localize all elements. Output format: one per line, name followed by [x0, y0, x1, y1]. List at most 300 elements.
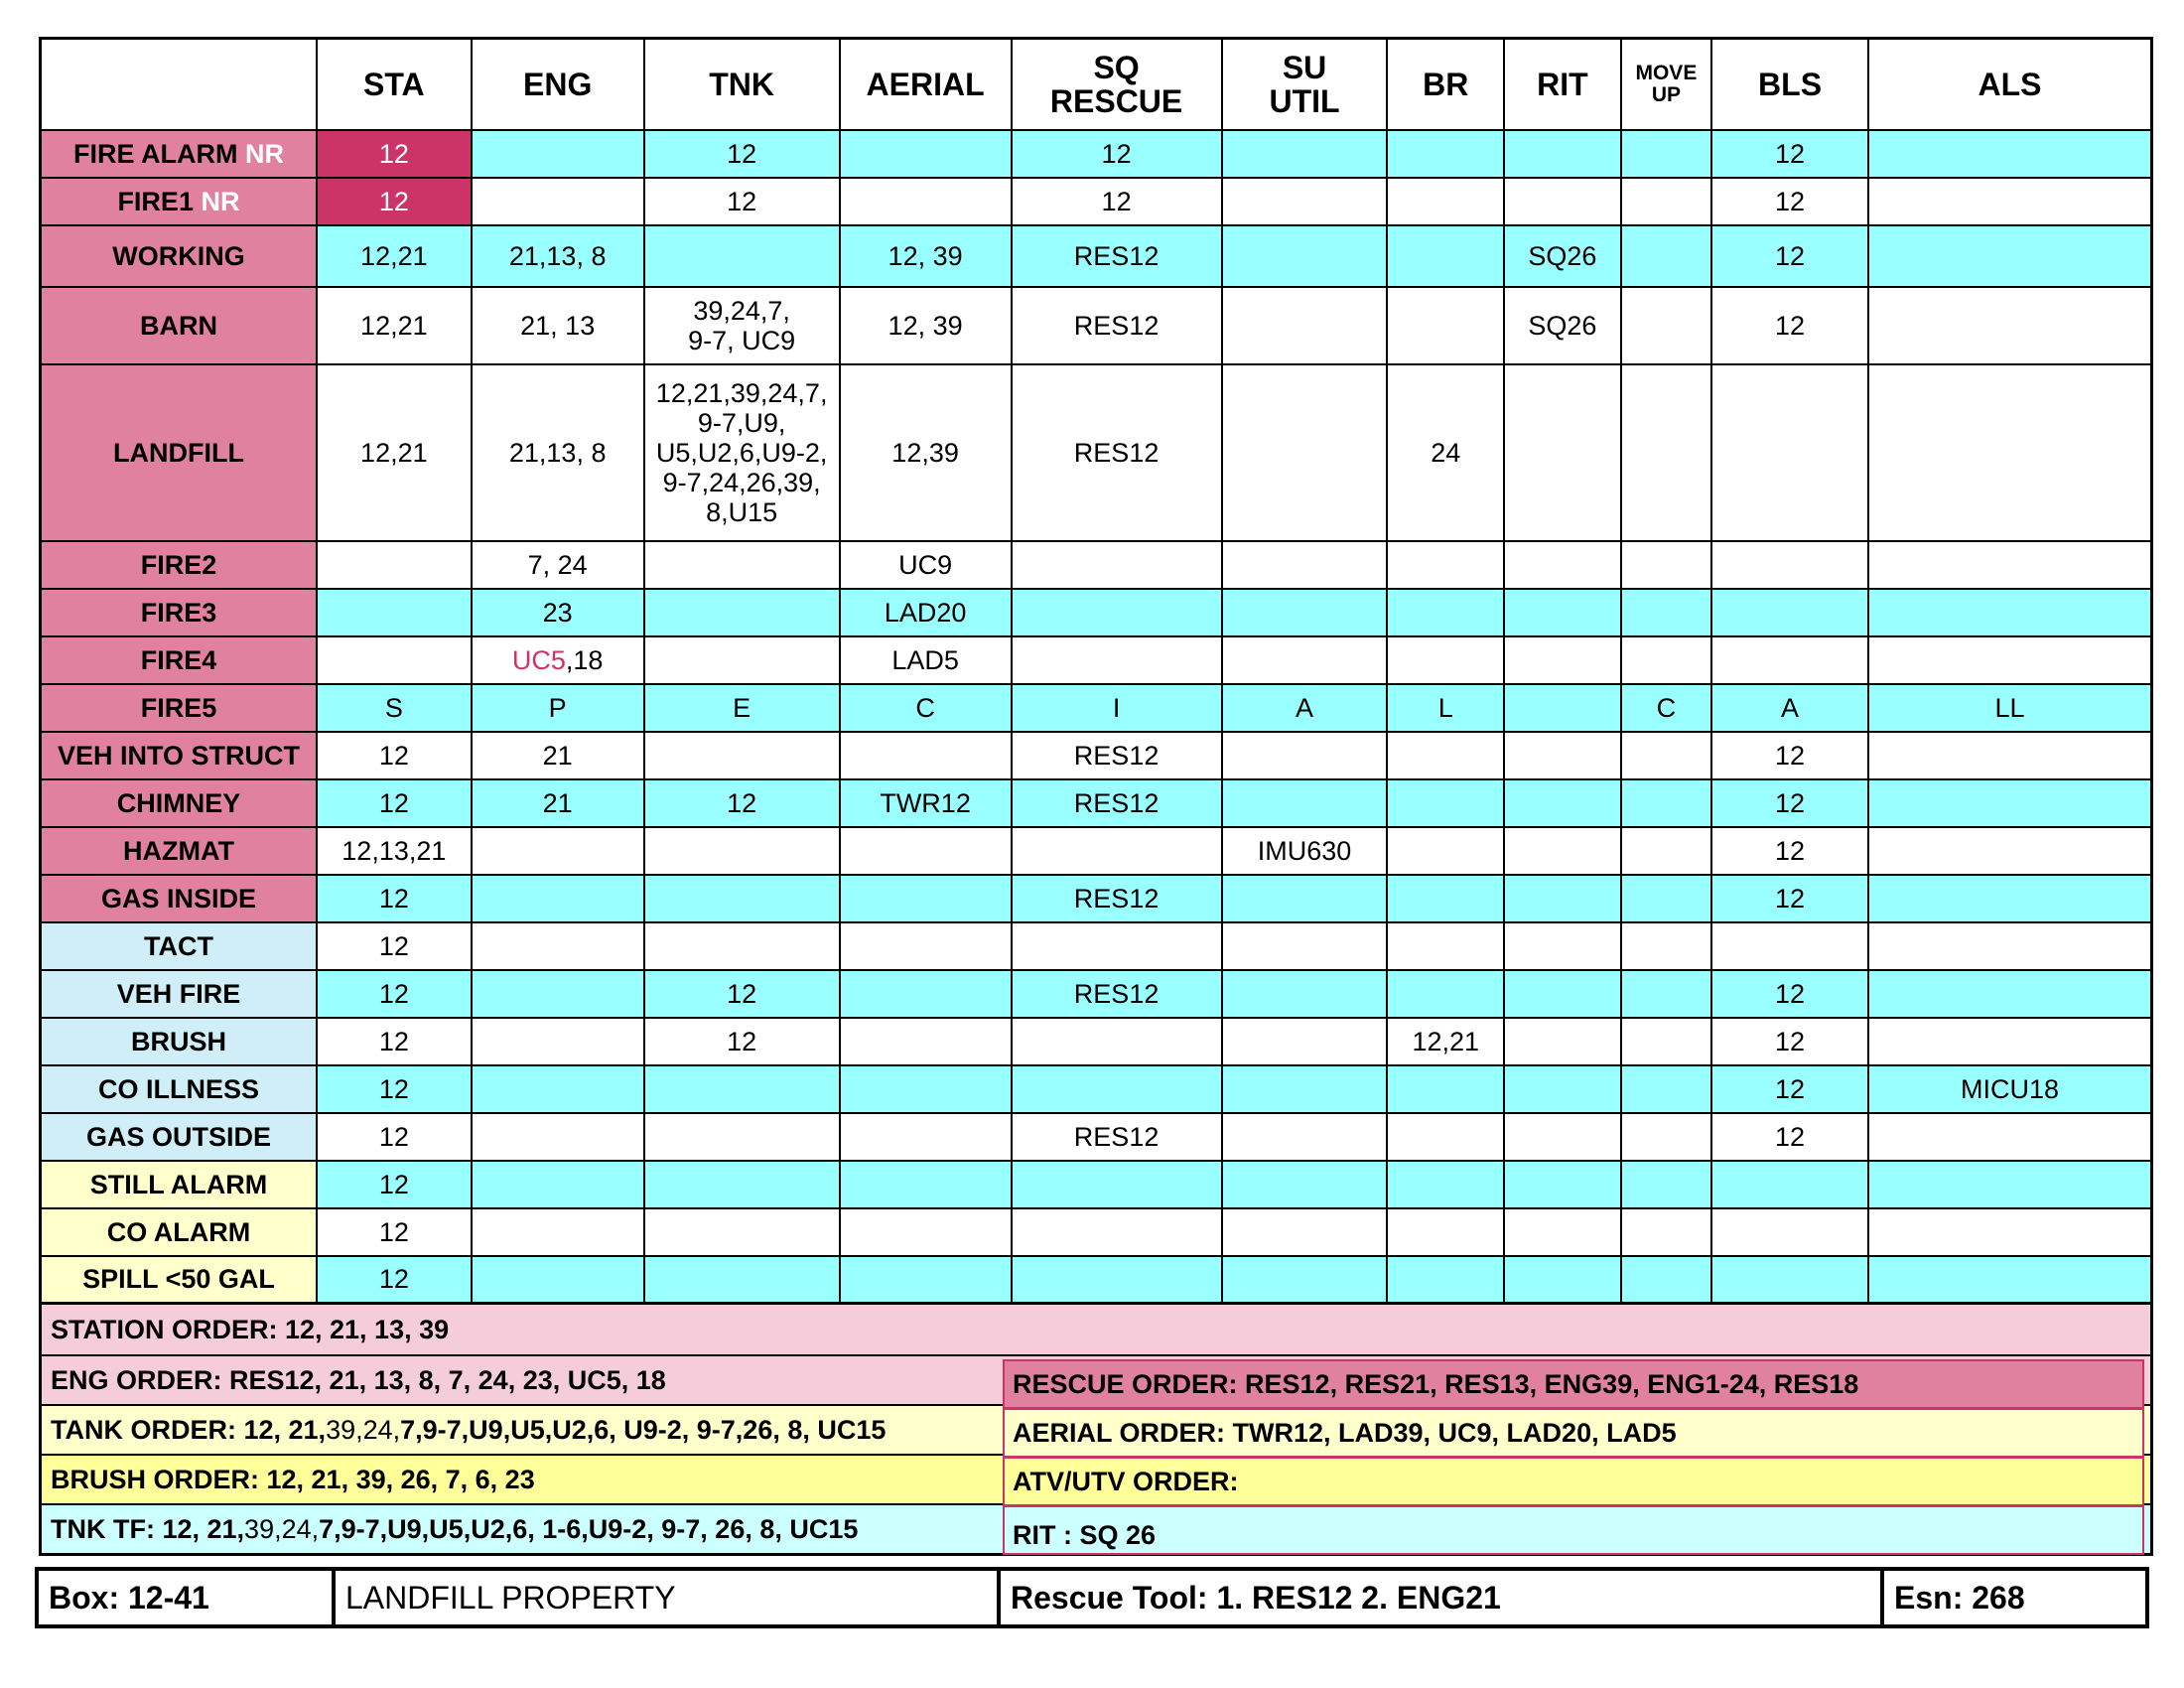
- table-cell: [840, 827, 1012, 875]
- row-label-text: TACT: [143, 930, 213, 961]
- table-row: [41, 1256, 2152, 1304]
- table-cell: 21,13, 8: [472, 225, 644, 287]
- table-cell: [472, 875, 644, 922]
- rit-order: RIT : SQ 26: [1003, 1505, 2144, 1555]
- table-cell: UC9: [840, 541, 1012, 589]
- table-cell: [472, 178, 644, 225]
- table-cell: 12: [1711, 1018, 1868, 1065]
- table-cell: A: [1222, 684, 1388, 732]
- table-cell: L: [1387, 684, 1504, 732]
- table-cell: 12: [1711, 287, 1868, 364]
- row-label: [41, 541, 317, 589]
- table-cell: LL: [1868, 684, 2152, 732]
- table-cell: [644, 1161, 840, 1208]
- table-cell: [1504, 178, 1621, 225]
- table-cell: [472, 1161, 644, 1208]
- table-cell: [1387, 287, 1504, 364]
- table-cell: 12: [1711, 1113, 1868, 1161]
- table-cell: [1868, 589, 2152, 636]
- row-label-text: VEH INTO STRUCT: [57, 740, 300, 771]
- table-cell: [1621, 827, 1711, 875]
- table-cell: 12,21: [317, 287, 472, 364]
- table-cell: A: [1711, 684, 1868, 732]
- table-cell: 21,13, 8: [472, 364, 644, 541]
- no-response-tag: NR: [201, 186, 240, 216]
- footer-bar: [35, 1567, 2149, 1628]
- table-cell: [1868, 364, 2152, 541]
- table-cell: 12: [1012, 178, 1222, 225]
- column-header: MOVE UP: [1621, 39, 1711, 130]
- row-label: [41, 178, 317, 225]
- table-row: [41, 1018, 2152, 1065]
- row-label: [41, 287, 317, 364]
- table-cell: [1504, 922, 1621, 970]
- row-label-text: BRUSH: [130, 1026, 226, 1056]
- table-cell: C: [840, 684, 1012, 732]
- table-cell: [1012, 1018, 1222, 1065]
- table-cell: [1621, 970, 1711, 1018]
- table-row: [41, 732, 2152, 779]
- table-cell: [1387, 875, 1504, 922]
- table-cell: [1387, 1065, 1504, 1113]
- table-cell: E: [644, 684, 840, 732]
- table-cell: [840, 1256, 1012, 1304]
- table-cell: 21: [472, 732, 644, 779]
- table-cell: IMU630: [1222, 827, 1388, 875]
- table-cell: 12: [317, 1256, 472, 1304]
- table-cell: [1621, 1113, 1711, 1161]
- table-cell: 12: [317, 970, 472, 1018]
- row-label: [41, 922, 317, 970]
- table-row: [41, 364, 2152, 541]
- table-cell: [1504, 636, 1621, 684]
- row-label: [41, 1065, 317, 1113]
- table-cell: [1012, 541, 1222, 589]
- table-row: [41, 1161, 2152, 1208]
- table-cell: [1222, 970, 1388, 1018]
- table-cell: [1621, 732, 1711, 779]
- table-cell: [1711, 1256, 1868, 1304]
- table-cell: 12: [1711, 1065, 1868, 1113]
- table-cell: [1621, 779, 1711, 827]
- table-cell: [1621, 364, 1711, 541]
- table-cell: 12: [644, 779, 840, 827]
- table-cell: 12, 39: [840, 287, 1012, 364]
- row-label-text: FIRE2: [140, 549, 217, 580]
- column-header: SU UTIL: [1222, 39, 1388, 130]
- column-header: ENG: [472, 39, 644, 130]
- table-cell: [317, 589, 472, 636]
- rescue-order: RESCUE ORDER: RES12, RES21, RES13, ENG39, ENG1-24, RES18: [1003, 1359, 2144, 1409]
- table-cell: 12: [317, 178, 472, 225]
- eng-order: ENG ORDER: RES12, 21, 13, 8, 7, 24, 23, UC5, 18: [42, 1354, 2150, 1404]
- table-cell: [1868, 1018, 2152, 1065]
- table-cell: [1504, 1113, 1621, 1161]
- table-cell: [1222, 178, 1388, 225]
- table-cell: 12: [317, 1208, 472, 1256]
- row-label-text: HAZMAT: [122, 835, 234, 866]
- table-cell: [472, 1018, 644, 1065]
- table-cell: 7, 24: [472, 541, 644, 589]
- table-cell: MICU18: [1868, 1065, 2152, 1113]
- table-cell: [1711, 922, 1868, 970]
- row-label-text: SPILL <50 GAL: [82, 1264, 275, 1295]
- row-label: [41, 225, 317, 287]
- table-cell: [1504, 1065, 1621, 1113]
- table-cell: 12: [1711, 875, 1868, 922]
- table-cell: [1222, 1018, 1388, 1065]
- table-cell: [317, 636, 472, 684]
- table-cell: [1012, 1161, 1222, 1208]
- table-cell: [1012, 827, 1222, 875]
- table-cell: [1387, 732, 1504, 779]
- station-order: STATION ORDER: 12, 21, 13, 39: [42, 1305, 2150, 1354]
- table-cell: [1012, 589, 1222, 636]
- table-cell: RES12: [1012, 225, 1222, 287]
- table-cell: [1621, 287, 1711, 364]
- table-cell: [1868, 1256, 2152, 1304]
- table-cell: [1222, 875, 1388, 922]
- column-header: STA: [317, 39, 472, 130]
- table-cell: [1711, 1208, 1868, 1256]
- table-cell: [1387, 178, 1504, 225]
- table-cell: [1012, 922, 1222, 970]
- table-cell: [644, 1113, 840, 1161]
- table-cell: [1504, 1208, 1621, 1256]
- row-label: [41, 364, 317, 541]
- table-cell: [1387, 225, 1504, 287]
- row-label-text: GAS INSIDE: [100, 883, 256, 914]
- row-label-text: FIRE1: [117, 186, 194, 216]
- row-label: [41, 970, 317, 1018]
- table-cell: [644, 1065, 840, 1113]
- table-row: [41, 827, 2152, 875]
- table-cell: [1012, 1256, 1222, 1304]
- table-cell: 12: [317, 130, 472, 178]
- rescue-tool: Rescue Tool: 1. RES12 2. ENG21: [997, 1571, 1880, 1624]
- table-cell: [1012, 636, 1222, 684]
- row-label-text: STILL ALARM: [89, 1169, 268, 1199]
- row-label-text: CO ALARM: [106, 1216, 251, 1247]
- table-cell: 12,21,39,24,7, 9-7,U9, U5,U2,6,U9-2, 9-7,24,26,39, 8,U15: [644, 364, 840, 541]
- table-cell: [644, 1256, 840, 1304]
- row-label-text: VEH FIRE: [116, 978, 241, 1009]
- table-cell: 12: [317, 1018, 472, 1065]
- table-cell: [1711, 364, 1868, 541]
- table-cell: 12: [317, 1065, 472, 1113]
- table-cell: [1621, 1065, 1711, 1113]
- table-cell: [1621, 178, 1711, 225]
- response-grid: [39, 37, 2153, 1305]
- table-cell: [1222, 589, 1388, 636]
- table-cell: LAD5: [840, 636, 1012, 684]
- table-cell: [840, 178, 1012, 225]
- column-header: TNK: [644, 39, 840, 130]
- table-cell: S: [317, 684, 472, 732]
- table-cell: [472, 922, 644, 970]
- row-label: [41, 684, 317, 732]
- table-cell: [1222, 1208, 1388, 1256]
- table-row: [41, 636, 2152, 684]
- table-cell: [1621, 225, 1711, 287]
- table-cell: 12,21: [1387, 1018, 1504, 1065]
- table-cell: [1387, 1161, 1504, 1208]
- row-label: [41, 1018, 317, 1065]
- table-cell: 12: [1711, 779, 1868, 827]
- table-cell: [1868, 130, 2152, 178]
- row-label: [41, 1113, 317, 1161]
- table-cell: 39,24,7, 9-7, UC9: [644, 287, 840, 364]
- table-cell: 24: [1387, 364, 1504, 541]
- table-cell: [1222, 364, 1388, 541]
- corner-header: [41, 39, 317, 130]
- unit-text: ,18: [565, 644, 604, 675]
- table-cell: [1504, 364, 1621, 541]
- table-cell: [1621, 589, 1711, 636]
- table-cell: [1621, 1161, 1711, 1208]
- table-cell: [1621, 922, 1711, 970]
- table-row: [41, 970, 2152, 1018]
- table-row: [41, 1065, 2152, 1113]
- table-cell: [1504, 875, 1621, 922]
- table-cell: 12: [317, 922, 472, 970]
- table-cell: [1387, 589, 1504, 636]
- row-label: [41, 130, 317, 178]
- table-cell: RES12: [1012, 970, 1222, 1018]
- table-cell: RES12: [1012, 1113, 1222, 1161]
- table-cell: [472, 1065, 644, 1113]
- table-cell: 12,21: [317, 225, 472, 287]
- highlighted-unit: UC5: [511, 644, 566, 675]
- table-cell: [1387, 541, 1504, 589]
- column-header: AERIAL: [840, 39, 1012, 130]
- table-cell: [1504, 684, 1621, 732]
- table-cell: [1868, 732, 2152, 779]
- table-cell: [1504, 1018, 1621, 1065]
- table-cell: [1012, 1065, 1222, 1113]
- table-cell: [1222, 1161, 1388, 1208]
- table-cell: [1504, 732, 1621, 779]
- table-cell: [644, 541, 840, 589]
- table-cell: [1868, 636, 2152, 684]
- table-cell: [1621, 1208, 1711, 1256]
- table-cell: [1387, 779, 1504, 827]
- table-cell: 12: [317, 732, 472, 779]
- table-cell: [840, 970, 1012, 1018]
- table-cell: [1387, 922, 1504, 970]
- row-label-text: FIRE3: [140, 597, 217, 628]
- table-cell: 12: [317, 1161, 472, 1208]
- table-cell: [1621, 130, 1711, 178]
- table-cell: 12: [644, 130, 840, 178]
- atv-utv-order: ATV/UTV ORDER:: [1003, 1457, 2144, 1506]
- table-cell: [1868, 922, 2152, 970]
- table-cell: [1868, 178, 2152, 225]
- table-cell: [840, 1018, 1012, 1065]
- table-cell: [1387, 636, 1504, 684]
- row-label-text: BARN: [139, 310, 217, 341]
- table-row: [41, 287, 2152, 364]
- table-cell: 12: [644, 1018, 840, 1065]
- table-cell: RES12: [1012, 287, 1222, 364]
- table-cell: [1504, 589, 1621, 636]
- table-cell: 12: [644, 970, 840, 1018]
- table-cell: 12: [317, 779, 472, 827]
- table-cell: SQ26: [1504, 225, 1621, 287]
- esn-number: Esn: 268: [1880, 1571, 2145, 1624]
- property-name: LANDFILL PROPERTY: [332, 1571, 997, 1624]
- table-cell: 12: [1711, 130, 1868, 178]
- table-cell: [840, 1161, 1012, 1208]
- table-cell: [840, 130, 1012, 178]
- table-cell: [1504, 970, 1621, 1018]
- table-row: [41, 1208, 2152, 1256]
- table-cell: [1621, 636, 1711, 684]
- table-cell: [840, 732, 1012, 779]
- table-cell: [840, 922, 1012, 970]
- tnk-tf-order: TNK TF: 12, 21, 39,24, 7,9-7,U9,U5,U2,6, 1-6,U9-2, 9-7, 26, 8, UC15: [42, 1503, 2150, 1553]
- column-header: BLS: [1711, 39, 1868, 130]
- table-cell: [644, 922, 840, 970]
- table-cell: [1621, 541, 1711, 589]
- table-row: [41, 922, 2152, 970]
- table-cell: [1868, 541, 2152, 589]
- table-cell: [1711, 636, 1868, 684]
- table-cell: [644, 1208, 840, 1256]
- table-cell: [1222, 636, 1388, 684]
- row-label: [41, 1208, 317, 1256]
- table-cell: TWR12: [840, 779, 1012, 827]
- table-cell: [1868, 970, 2152, 1018]
- box-number: Box: 12-41: [49, 1579, 209, 1616]
- table-row: [41, 130, 2152, 178]
- dispatch-orders: [39, 1305, 2153, 1556]
- table-cell: LAD20: [840, 589, 1012, 636]
- row-label: [41, 827, 317, 875]
- table-cell: [644, 827, 840, 875]
- table-cell: [1222, 130, 1388, 178]
- table-cell: 12: [1711, 178, 1868, 225]
- table-cell: RES12: [1012, 732, 1222, 779]
- table-cell: 12,13,21: [317, 827, 472, 875]
- table-cell: SQ26: [1504, 287, 1621, 364]
- column-header: ALS: [1868, 39, 2152, 130]
- table-cell: [840, 1208, 1012, 1256]
- table-cell: RES12: [1012, 364, 1222, 541]
- table-cell: [1012, 1208, 1222, 1256]
- table-cell: 12, 39: [840, 225, 1012, 287]
- table-cell: 12: [1711, 225, 1868, 287]
- table-cell: [644, 875, 840, 922]
- table-cell: [1387, 1208, 1504, 1256]
- table-cell: [317, 541, 472, 589]
- table-row: [41, 225, 2152, 287]
- table-cell: [1387, 1256, 1504, 1304]
- table-cell: [1387, 827, 1504, 875]
- table-cell: [1621, 875, 1711, 922]
- table-cell: [1222, 541, 1388, 589]
- table-cell: [1621, 1018, 1711, 1065]
- table-cell: P: [472, 684, 644, 732]
- brush-order: BRUSH ORDER: 12, 21, 39, 26, 7, 6, 23: [42, 1454, 2150, 1503]
- table-cell: [840, 1065, 1012, 1113]
- table-row: [41, 875, 2152, 922]
- table-cell: 12: [1012, 130, 1222, 178]
- table-cell: [472, 636, 644, 684]
- aerial-order: AERIAL ORDER: TWR12, LAD39, UC9, LAD20, LAD5: [1003, 1408, 2144, 1458]
- table-cell: [1504, 827, 1621, 875]
- table-cell: [1504, 779, 1621, 827]
- table-cell: [1222, 779, 1388, 827]
- table-cell: 12: [317, 875, 472, 922]
- tank-order: TANK ORDER: 12, 21, 39,24, 7,9-7,U9,U5,U2,6, U9-2, 9-7,26, 8, UC15: [42, 1404, 2150, 1454]
- table-cell: [1387, 970, 1504, 1018]
- table-cell: 23: [472, 589, 644, 636]
- table-cell: [644, 225, 840, 287]
- table-cell: 12: [1711, 827, 1868, 875]
- column-header: BR: [1387, 39, 1504, 130]
- column-header: RIT: [1504, 39, 1621, 130]
- table-cell: 12,39: [840, 364, 1012, 541]
- table-cell: 12,21: [317, 364, 472, 541]
- table-cell: [840, 875, 1012, 922]
- table-cell: [1868, 779, 2152, 827]
- table-cell: [1504, 541, 1621, 589]
- table-cell: [472, 1113, 644, 1161]
- table-cell: [1504, 130, 1621, 178]
- table-cell: [1621, 1256, 1711, 1304]
- row-label: [41, 1256, 317, 1304]
- table-cell: [1711, 1161, 1868, 1208]
- row-label: [41, 589, 317, 636]
- table-cell: [644, 732, 840, 779]
- table-cell: [840, 1113, 1012, 1161]
- table-cell: [472, 970, 644, 1018]
- row-label: [41, 1161, 317, 1208]
- table-cell: [472, 827, 644, 875]
- table-cell: 12: [644, 178, 840, 225]
- table-cell: [1711, 541, 1868, 589]
- table-cell: RES12: [1012, 875, 1222, 922]
- table-row: [41, 589, 2152, 636]
- table-row: [41, 1113, 2152, 1161]
- table-cell: [1222, 732, 1388, 779]
- table-row: [41, 684, 2152, 732]
- table-cell: [1868, 1208, 2152, 1256]
- row-label-text: CHIMNEY: [116, 787, 241, 818]
- table-cell: 21: [472, 779, 644, 827]
- table-cell: [472, 1208, 644, 1256]
- table-cell: [1222, 225, 1388, 287]
- no-response-tag: NR: [244, 138, 284, 169]
- table-cell: [1868, 827, 2152, 875]
- table-cell: [1868, 1161, 2152, 1208]
- table-cell: [1222, 1065, 1388, 1113]
- table-cell: [1387, 130, 1504, 178]
- table-cell: [1222, 1113, 1388, 1161]
- table-cell: [1222, 922, 1388, 970]
- table-cell: [1387, 1113, 1504, 1161]
- table-cell: I: [1012, 684, 1222, 732]
- table-cell: [1504, 1161, 1621, 1208]
- table-cell: [1222, 287, 1388, 364]
- table-row: [41, 178, 2152, 225]
- table-cell: [644, 589, 840, 636]
- table-cell: [1868, 287, 2152, 364]
- table-cell: [644, 636, 840, 684]
- row-label-text: FIRE5: [140, 692, 217, 723]
- column-header: SQ RESCUE: [1012, 39, 1222, 130]
